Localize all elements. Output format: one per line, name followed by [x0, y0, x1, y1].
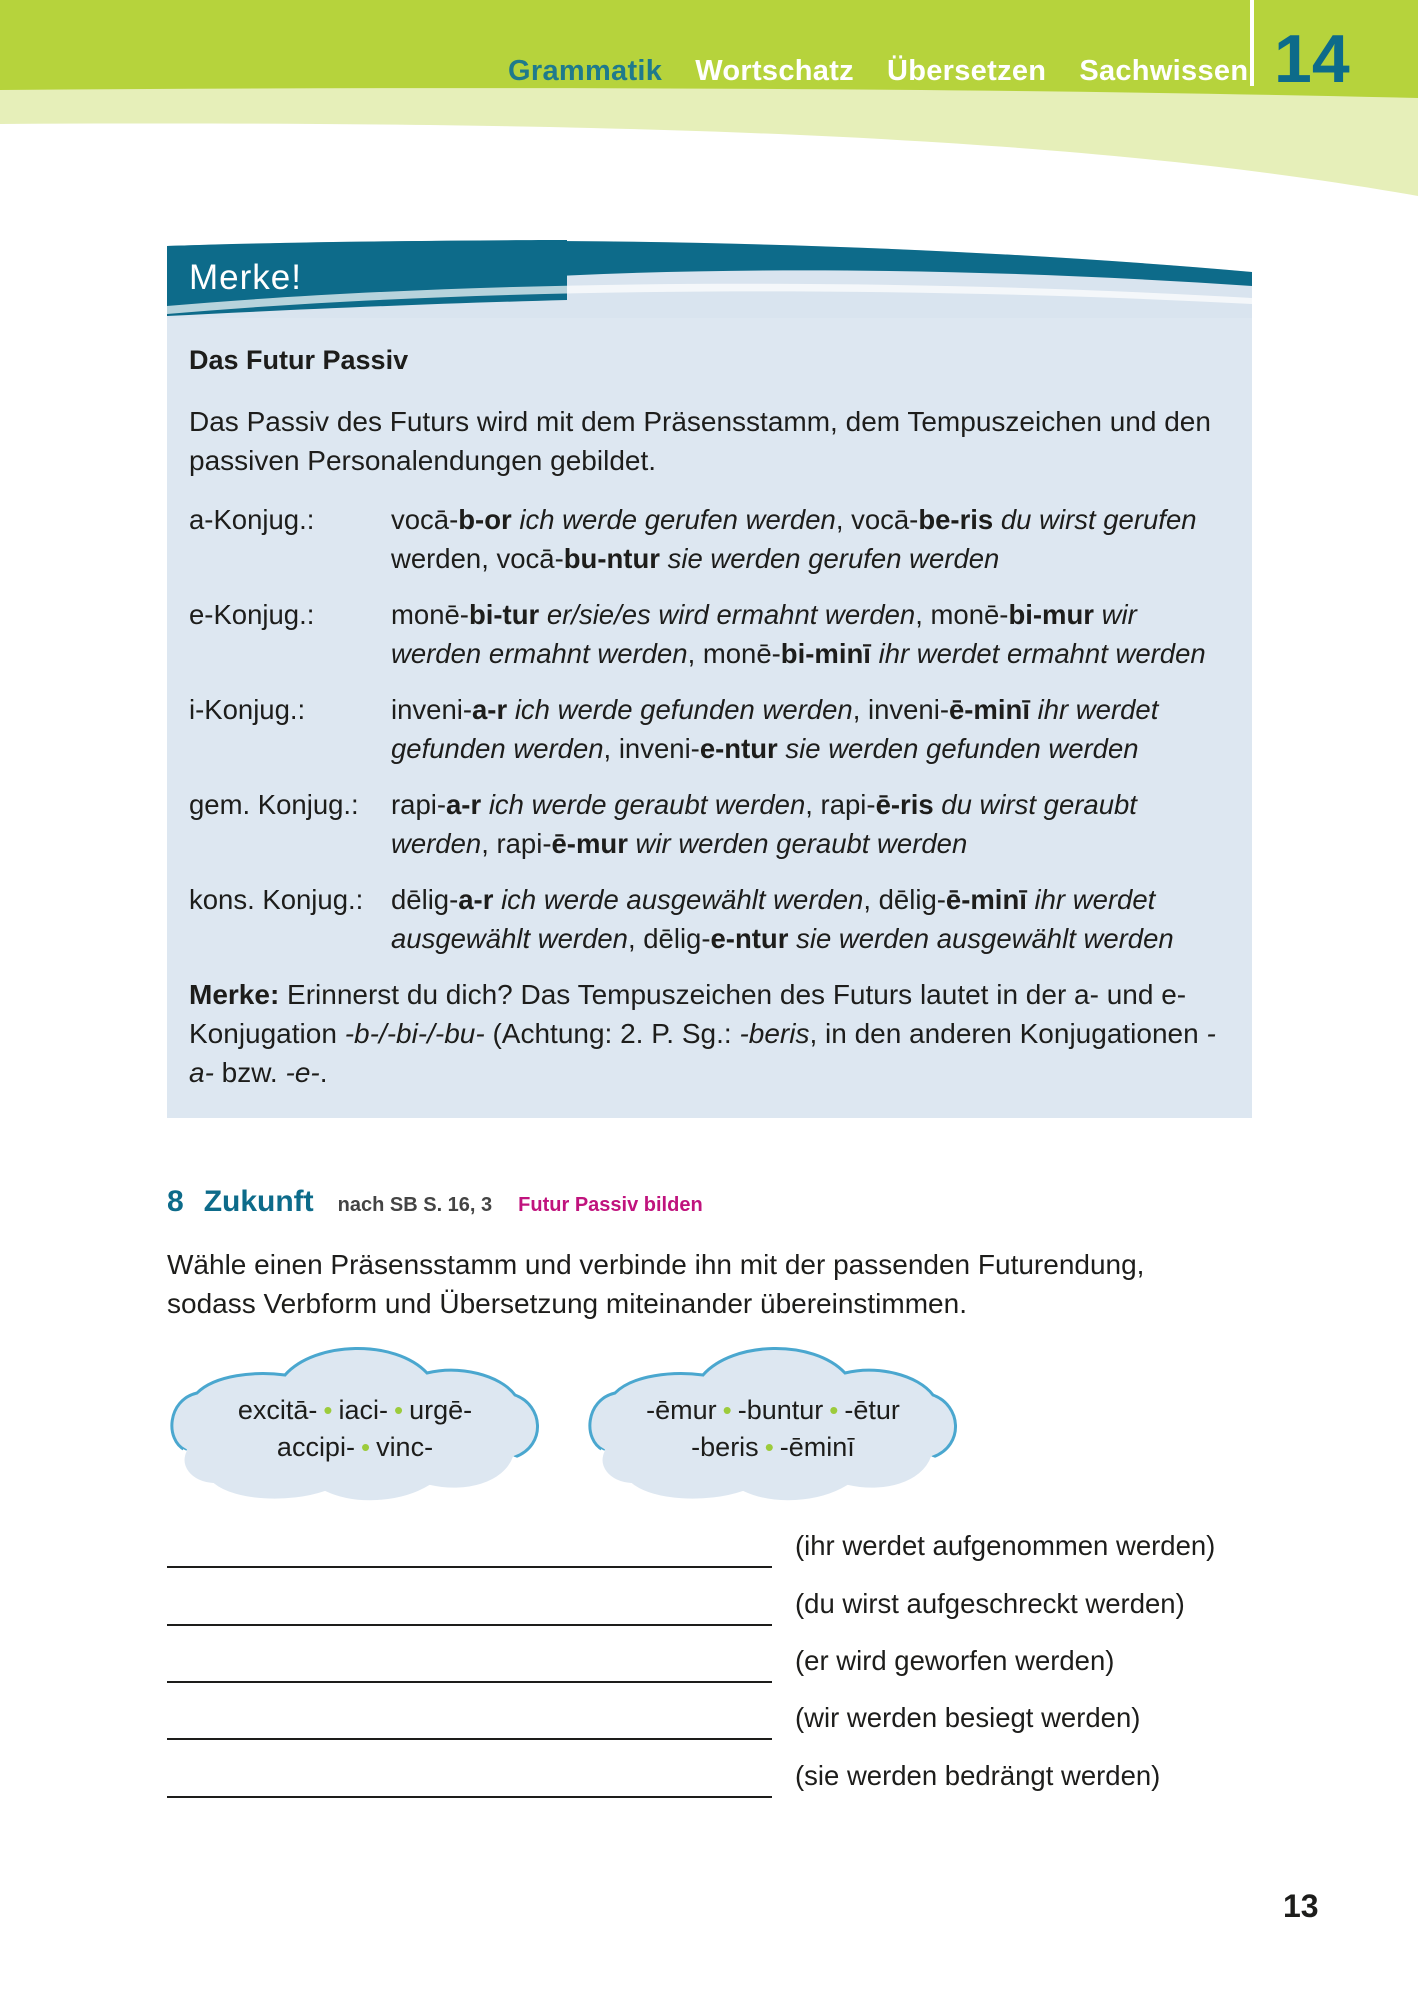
conj-line [391, 690, 1241, 729]
ending: -ētur [844, 1395, 900, 1425]
endings-line-2 [583, 1429, 963, 1466]
translation: -b-/-bi-/-bu- [344, 1018, 485, 1049]
translation: du wirst gerufen [1000, 504, 1197, 535]
conj-text [391, 785, 1241, 863]
bold-form: a-r [458, 884, 494, 915]
bold-form: a-r [472, 694, 508, 725]
bold-form: be-ris [918, 504, 994, 535]
section-nav [508, 55, 1248, 88]
conj-line [391, 595, 1241, 634]
text-run: , monē- [915, 599, 1009, 630]
translation: ich werde gerufen werden [519, 504, 836, 535]
merke-subtitle: Das Futur Passiv [189, 345, 409, 375]
stem: vinc- [376, 1432, 434, 1462]
translation: sie werden ausgewählt werden [796, 923, 1174, 954]
exercise-tag: Futur Passiv bilden [518, 1194, 703, 1216]
ending: -ēminī [779, 1432, 855, 1462]
conj-line [391, 919, 1241, 958]
exercise-title: Zukunft [203, 1185, 314, 1218]
exercise-reference: nach SB S. 16, 3 [337, 1194, 493, 1216]
chapter-number: 14 [1274, 21, 1350, 97]
translation: er/sie/es wird ermahnt werden [546, 599, 916, 630]
text-run [1027, 884, 1035, 915]
bullet-dot: • [360, 1432, 371, 1462]
translation: sie werden gefunden werden [785, 733, 1139, 764]
conj-line [391, 880, 1241, 919]
answer-hint: (ihr werdet aufgenommen werden) [795, 1530, 1216, 1561]
translation: gefunden werden [391, 733, 604, 764]
bold-form: e-ntur [710, 923, 789, 954]
text-run: . [319, 1057, 328, 1088]
bold-form: bi-minī [780, 638, 871, 669]
stem: excitā- [237, 1395, 318, 1425]
conj-label: a-Konjug.: [189, 504, 315, 535]
cloud-stems-text [165, 1392, 545, 1466]
answer-row [167, 1760, 1267, 1800]
conj-text [391, 595, 1241, 673]
text-run [871, 638, 879, 669]
conj-line [391, 634, 1241, 673]
translation: werden [391, 828, 482, 859]
translation: wir werden geraubt werden [635, 828, 968, 859]
answer-hint: (sie werden bedrängt werden) [795, 1760, 1161, 1791]
translation: ihr werdet [1037, 694, 1159, 725]
chapter-separator [1250, 0, 1254, 86]
answer-line[interactable] [167, 1566, 772, 1568]
bold-form: bu-ntur [563, 543, 660, 574]
bold-form: ē-mur [551, 828, 628, 859]
stems-line-2 [165, 1429, 545, 1466]
exercise-number: 8 [167, 1185, 184, 1218]
conj-label: gem. Konjug.: [189, 789, 359, 820]
text-run [660, 543, 668, 574]
text-run [788, 923, 796, 954]
text-run: Erinnerst du dich? Das Tempuszeichen des Futurs lautet in der a- und e-Konjugation [189, 979, 1187, 1049]
text-run: , in den anderen Konjugationen [809, 1018, 1207, 1049]
conj-line [391, 539, 1241, 578]
nav-sachwissen[interactable]: Sachwissen [1079, 55, 1249, 87]
text-run [993, 504, 1001, 535]
bullet-dot: • [394, 1395, 404, 1425]
conj-line [391, 500, 1241, 539]
merke-header-band [167, 240, 1252, 318]
answer-row [167, 1530, 1267, 1570]
text-run: , dēlig- [863, 884, 946, 915]
stem: iaci- [338, 1395, 388, 1425]
translation: ausgewählt werden [391, 923, 628, 954]
bullet-dot: • [829, 1395, 839, 1425]
text-run [493, 884, 501, 915]
translation: werden ermahnt werden [391, 638, 688, 669]
text-run [628, 828, 636, 859]
text-run: monē- [391, 599, 469, 630]
text-run: rapi- [391, 789, 447, 820]
ending: -ēmur [646, 1395, 717, 1425]
conj-text [391, 500, 1241, 578]
translation: ich werde ausgewählt werden [501, 884, 864, 915]
answer-line[interactable] [167, 1681, 772, 1683]
conj-line [391, 824, 1241, 863]
text-run: vocā- [391, 504, 459, 535]
text-run: , vocā- [835, 504, 919, 535]
text-run: , dēlig- [627, 923, 711, 954]
text-run: , rapi- [805, 789, 876, 820]
merke-note [189, 975, 1239, 1092]
stem: accipi- [276, 1432, 355, 1462]
ending: -buntur [737, 1395, 824, 1425]
answer-hint: (du wirst aufgeschreckt werden) [795, 1588, 1185, 1619]
endings-line-1 [583, 1392, 963, 1429]
bold-form: Merke: [189, 979, 280, 1010]
merke-title: Merke! [189, 258, 302, 297]
answer-line[interactable] [167, 1624, 772, 1626]
bullet-dot: • [722, 1395, 732, 1425]
stems-line-1 [165, 1392, 545, 1429]
conj-text [391, 880, 1241, 958]
conj-line [391, 729, 1241, 768]
nav-uebersetzen[interactable]: Übersetzen [886, 55, 1047, 87]
translation: ich werde gefunden werden [514, 694, 853, 725]
translation: ich werde geraubt werden [488, 789, 806, 820]
text-run [539, 599, 547, 630]
conj-line [391, 785, 1241, 824]
conj-label: e-Konjug.: [189, 599, 315, 630]
bold-form: ē-minī [948, 694, 1030, 725]
text-run: , monē- [687, 638, 781, 669]
translation: -e- [285, 1057, 320, 1088]
translation: -a- [189, 1018, 1216, 1088]
text-run [507, 694, 515, 725]
translation: -beris [739, 1018, 810, 1049]
bold-form: a-r [446, 789, 482, 820]
answer-line[interactable] [167, 1738, 772, 1740]
translation: wir [1101, 599, 1137, 630]
page-number: 13 [1283, 1888, 1319, 1924]
answer-hint: (er wird geworfen werden) [795, 1645, 1115, 1676]
bullet-dot: • [764, 1432, 774, 1462]
translation: sie werden gerufen werden [667, 543, 1000, 574]
conj-text [391, 690, 1241, 768]
bullet-dot: • [323, 1395, 333, 1425]
text-run: inveni- [391, 694, 473, 725]
text-run [481, 789, 489, 820]
answer-line[interactable] [167, 1796, 772, 1798]
nav-grammatik[interactable]: Grammatik [508, 55, 663, 87]
text-run: dēlig- [391, 884, 459, 915]
text-run: werden, vocā- [391, 543, 564, 574]
ending: -beris [691, 1432, 759, 1462]
answer-row [167, 1588, 1267, 1628]
header-band [0, 0, 1418, 200]
bold-form: e-ntur [699, 733, 778, 764]
bold-form: ē-ris [875, 789, 934, 820]
text-run [1094, 599, 1102, 630]
text-run: , rapi- [481, 828, 552, 859]
text-run: (Achtung: 2. P. Sg.: [484, 1018, 740, 1049]
cloud-endings-text [583, 1392, 963, 1466]
stem: urgē- [409, 1395, 473, 1425]
exercise-instruction: Wähle einen Präsensstamm und verbinde ihn mit der passenden Futurendung, sodass Verbform und Übersetzung miteinander übereinstimmen. [167, 1249, 1145, 1319]
merke-intro: Das Passiv des Futurs wird mit dem Präsensstamm, dem Tempuszeichen und den passiven Personalendungen gebildet. [189, 406, 1211, 476]
conj-label: i-Konjug.: [189, 694, 306, 725]
bold-form: b-or [458, 504, 512, 535]
answer-hint: (wir werden besiegt werden) [795, 1702, 1141, 1733]
bold-form: bi-mur [1008, 599, 1095, 630]
text-run: bzw. [213, 1057, 286, 1088]
bold-form: ē-minī [945, 884, 1027, 915]
conj-label: kons. Konjug.: [189, 884, 364, 915]
bold-form: bi-tur [468, 599, 540, 630]
answer-row [167, 1645, 1267, 1685]
text-run: , inveni- [603, 733, 700, 764]
text-run: , inveni- [852, 694, 949, 725]
nav-wortschatz[interactable]: Wortschatz [695, 55, 854, 87]
translation: du wirst geraubt [941, 789, 1137, 820]
translation: ihr werdet ermahnt werden [878, 638, 1206, 669]
answer-row [167, 1702, 1267, 1742]
translation: ihr werdet [1034, 884, 1156, 915]
text-run [1030, 694, 1038, 725]
exercise-heading [167, 1185, 703, 1219]
